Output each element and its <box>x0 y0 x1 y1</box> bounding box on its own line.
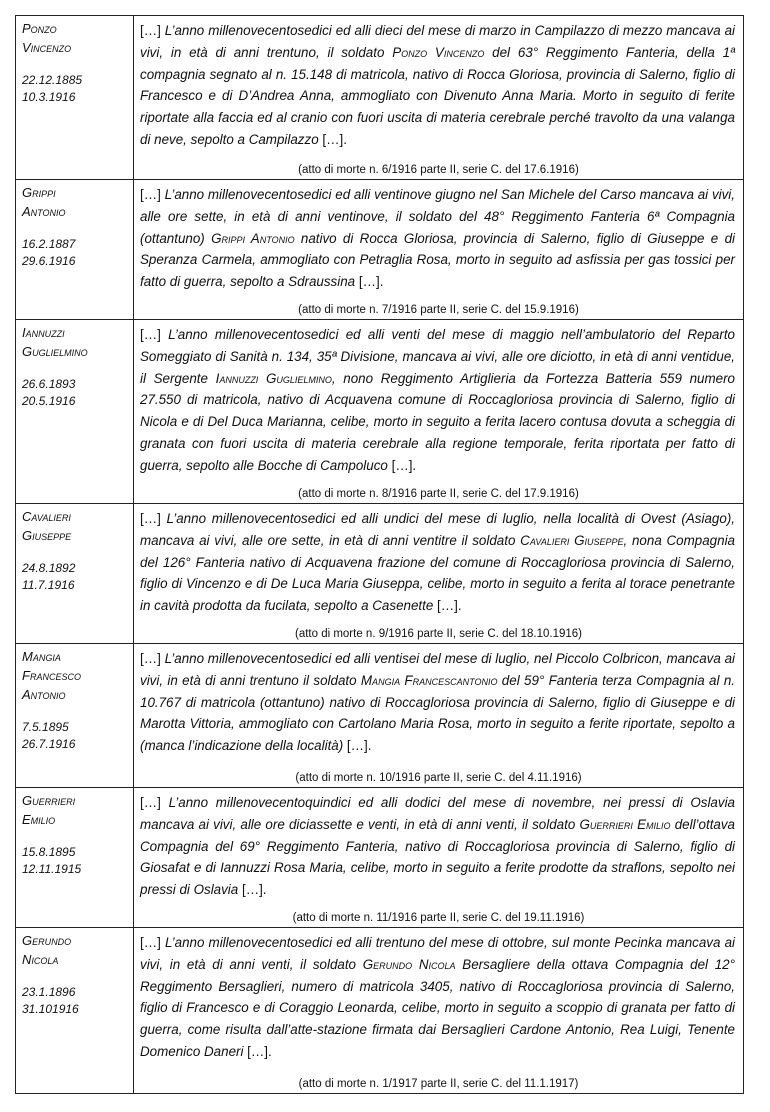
soldier-cell <box>16 16 134 180</box>
record-text-cell <box>134 504 744 644</box>
birth-date: 22.12.1885 <box>22 72 83 87</box>
ellipsis-close: […]. <box>247 1043 272 1059</box>
record-text-cell <box>134 180 744 320</box>
death-records-table <box>15 15 744 1094</box>
soldier-cell <box>16 180 134 320</box>
death-date: 31.101916 <box>22 1002 79 1017</box>
record-row <box>16 504 744 644</box>
text-part-b: Bersagliere della ottava Compagnia del 12° Reggimento Bersaglieri, numero di matricola 3405, nativo di Roccagloriosa provincia di Salerno, figlio di Francesco e di Coraggio Leonarda, celibe, morto in seguito a scoppio di granata per fatto di guerra, come risulta dall’atte-stazione firmata dai Bersaglieri Cardone Antonio, Rea Luigi, Tenente Domenico Daneri <box>140 956 735 1059</box>
record-text <box>140 508 737 617</box>
soldier-name-line2: Francesco <box>22 667 81 683</box>
record-row <box>16 644 744 788</box>
soldier-name-line3: Antonio <box>22 686 66 702</box>
record-text <box>140 20 737 151</box>
soldier-name-line1: Iannuzzi <box>22 325 65 340</box>
record-text-cell <box>134 16 744 180</box>
death-date: 10.3.1916 <box>22 90 76 105</box>
text-part-a: L’anno millenovecentoquindici ed alli dodici del mese di novembre, nei pressi di Oslavia mancava ai vivi, alle ore diciassette e venti, in età di anni venti, il soldato <box>140 795 735 832</box>
soldier-cell <box>16 320 134 504</box>
dates-block <box>22 844 127 879</box>
record-row <box>16 16 744 180</box>
record-text <box>140 792 737 901</box>
soldier-name-line1: Cavalieri <box>22 509 71 524</box>
ellipsis-close: […]. <box>437 598 462 614</box>
dates-block <box>22 719 127 754</box>
soldier-cell <box>16 788 134 928</box>
soldier-name-line2: Nicola <box>22 951 59 967</box>
soldier-name-line1: Ponzo <box>22 21 57 36</box>
text-soldier-name: Grippi Antonio <box>211 230 295 246</box>
death-date: 11.7.1916 <box>22 578 75 593</box>
soldier-name-line2: Emilio <box>22 811 56 827</box>
ellipsis-open: […] <box>140 935 161 950</box>
ellipsis-close: […]. <box>241 882 267 898</box>
soldier-name-line2: Antonio <box>22 203 66 219</box>
death-date: 12.11.1915 <box>22 862 82 877</box>
death-date: 20.5.1916 <box>22 394 76 409</box>
text-part-b: del 59° Fanteria terza Compagnia al n. 10.767 di matricola (ottantuno) nativo di Roccagloriosa provincia di Salerno, figlio di Giuseppe e di Marotta Vittoria, ammogliato con Cartolano Maria Rosa, morto in seguito a ferite riportate, sepolto a (manca l’indicazione della località) <box>140 672 735 754</box>
birth-date: 15.8.1895 <box>22 844 76 859</box>
soldier-cell <box>16 644 134 788</box>
death-act-reference: (atto di morte n. 9/1916 parte II, serie C. del 18.10.1916) <box>294 628 583 640</box>
death-act-reference: (atto di morte n. 10/1916 parte II, serie C. del 4.11.1916) <box>295 772 582 784</box>
birth-date: 24.8.1892 <box>22 560 76 575</box>
birth-date: 26.6.1893 <box>22 376 76 391</box>
text-part-b: , nono Reggimento Artiglieria da Fortezza Batteria 559 numero 27.550 di matricola, nativo di Acquavena comune di Roccagloriosa provincia di Salerno, figlio di Nicola e di Del Duca Marianna, celibe, morto in seguito a ferita lacero contusa dovuta a scheggia di granata con fuori uscita di materia cerebrale alla regione temporale, ferita riportata per fatto di guerra, sepolto alle Bocche di Campoluco <box>140 370 735 473</box>
text-part-a: L’anno millenovecentosedici ed alli dieci del mese di marzo in Campilazzo di mezzo mancava ai vivi, in età di anni trentuno, il soldato <box>140 23 735 60</box>
soldier-name-line2: Guglielmino <box>22 343 88 359</box>
ellipsis-close: […]. <box>391 457 417 473</box>
ellipsis-open: […] <box>140 795 161 810</box>
death-date: 29.6.1916 <box>22 254 76 269</box>
text-soldier-name: Guerrieri Emilio <box>579 816 671 832</box>
record-text <box>140 932 737 1063</box>
dates-block <box>22 984 127 1019</box>
death-act-reference: (atto di morte n. 8/1916 parte II, serie C. del 17.9.1916) <box>298 488 579 500</box>
soldier-name-line2: Giuseppe <box>22 527 72 543</box>
record-row <box>16 788 744 928</box>
dates-block <box>22 236 127 271</box>
birth-date: 23.1.1896 <box>22 984 76 999</box>
ellipsis-open: […] <box>140 23 161 38</box>
birth-date: 7.5.1895 <box>22 719 69 734</box>
text-part-a: L’anno millenovecentosedici ed alli ventisei del mese di luglio, nel Piccolo Colbricon, mancava ai vivi, in età di anni trentuno il soldato <box>140 651 735 688</box>
record-text <box>140 648 737 757</box>
soldier-name-line1: Guerrieri <box>22 793 76 808</box>
soldier-cell <box>16 504 134 644</box>
soldier-name-line2: Vincenzo <box>22 39 72 55</box>
record-row <box>16 928 744 1094</box>
record-row <box>16 180 744 320</box>
record-text-cell <box>134 320 744 504</box>
dates-block <box>22 72 127 107</box>
text-soldier-name: Ponzo Vincenzo <box>392 44 485 60</box>
record-text-cell <box>134 644 744 788</box>
soldier-cell <box>16 928 134 1094</box>
ellipsis-open: […] <box>140 651 161 666</box>
ellipsis-open: […] <box>140 187 161 202</box>
text-soldier-name: Mangia Francescantonio <box>360 672 498 688</box>
text-soldier-name: Cavalieri Giuseppe <box>520 532 624 548</box>
text-part-b: del 63° Reggimento Fanteria, della 1ª compagnia segnato al n. 15.148 di matricola, nativo di Rocca Gloriosa, provincia di Salerno, figlio di Francesco e di D’Andrea Anna, ammogliato con Divenuto Anna Maria. Morto in seguito di ferite riportate alla faccia ed al cranio con fuori uscita di materia cerebrale perché travolto da una valanga di neve, sepolto a Campilazzo <box>140 44 735 147</box>
dates-block <box>22 376 127 411</box>
record-row <box>16 320 744 504</box>
death-act-reference: (atto di morte n. 1/1917 parte II, serie C. del 11.1.1917) <box>298 1078 579 1090</box>
record-text <box>140 324 737 477</box>
ellipsis-open: […] <box>140 511 161 526</box>
ellipsis-close: […]. <box>346 738 372 754</box>
death-date: 26.7.1916 <box>22 736 76 751</box>
text-part-a: L’anno millenovecentosedici ed alli venti del mese di maggio nell’ambulatorio del Reparto Someggiato di Sanità n. 134, 35ª Divisione, mancava ai vivi, alle ore diciotto, in età di anni ventidue, il Sergente <box>140 327 735 386</box>
soldier-name-line1: Mangia <box>22 649 61 664</box>
text-part-a: L’anno millenovecentosedici ed alli ventinove giugno nel San Michele del Carso mancava ai vivi, alle ore sette, in età di anni ventinove, il soldato del 48° Reggimento Fanteria 6ª Compagnia (ottantuno) <box>140 187 735 246</box>
death-act-reference: (atto di morte n. 11/1916 parte II, serie C. del 19.11.1916) <box>292 912 585 924</box>
record-text-cell <box>134 928 744 1094</box>
soldier-name-line1: Gerundo <box>22 933 72 948</box>
records-body <box>16 16 744 1094</box>
text-part-a: L’anno millenovecentosedici ed alli undici del mese di luglio, nella località di Ovest (Asiago), mancava ai vivi, alle ore sette, in età di anni ventitre il soldato <box>140 511 735 548</box>
death-act-reference: (atto di morte n. 6/1916 parte II, serie C. del 17.6.1916) <box>298 164 579 176</box>
ellipsis-close: […]. <box>358 274 384 290</box>
text-part-b: nativo di Rocca Gloriosa, provincia di Salerno, figlio di Giuseppe e di Speranza Carmela, ammogliato con Petraglia Rosa, morto in seguito ad asfissia per gas tossici per fatto di guerra, sepolto a Sdraussina <box>140 230 735 290</box>
death-act-reference: (atto di morte n. 7/1916 parte II, serie C. del 15.9.1916) <box>298 304 579 316</box>
text-part-b: dell’ottava Compagnia del 69° Reggimento Fanteria, nativo di Roccagloriosa provincia di Salerno, figlio di Giosafat e di Iannuzzi Rosa Maria, celibe, morto in seguito a ferite prodotte da straflons, sepolto nei pressi di Oslavia <box>140 816 736 898</box>
ellipsis-open: […] <box>140 327 161 342</box>
soldier-name-line1: Grippi <box>22 185 56 200</box>
birth-date: 16.2.1887 <box>22 236 76 251</box>
record-text <box>140 184 737 293</box>
text-part-b: , nona Compagnia del 126° Fanteria nativo di Acquavena frazione del comune di Roccagloriosa provincia di Salerno, figlio di Vincenzo e di De Luca Maria Giuseppa, celibe, morto in seguito a ferita al torace penetrante in cavità prodotta da fucilata, sepolto a Casenette <box>140 532 735 614</box>
text-part-a: L’anno millenovecentosedici ed alli trentuno del mese di ottobre, sul monte Pecinka mancava ai vivi, in età di anni venti, il soldato <box>140 935 735 972</box>
record-text-cell <box>134 788 744 928</box>
ellipsis-close: […]. <box>322 131 347 147</box>
dates-block <box>22 560 127 595</box>
text-soldier-name: Gerundo Nicola <box>362 956 456 972</box>
text-soldier-name: Iannuzzi Guglielmino <box>215 370 332 386</box>
